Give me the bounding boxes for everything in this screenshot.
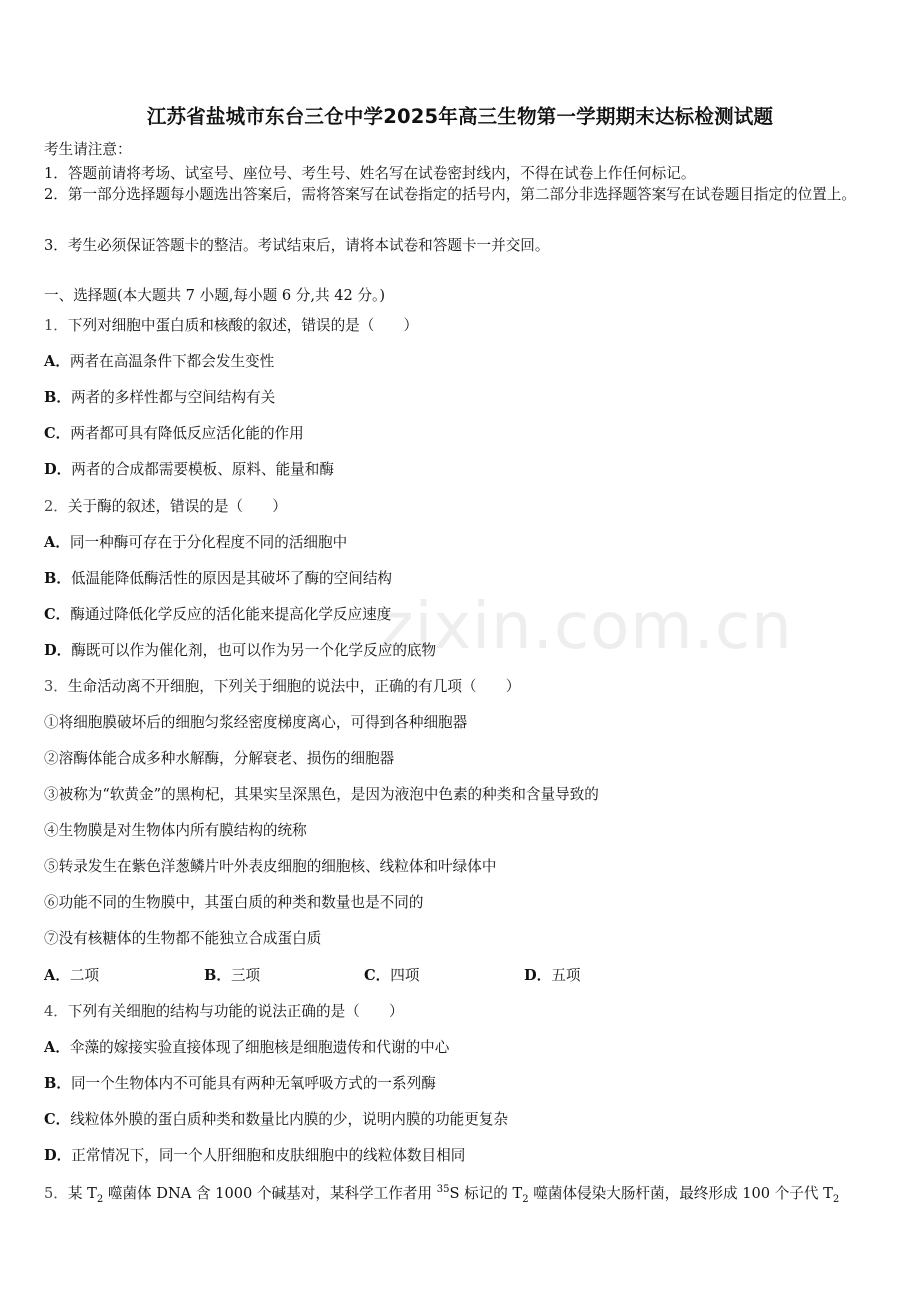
- option-text: 酶通过降低化学反应的活化能来提高化学反应速度: [70, 606, 392, 623]
- q3-option-b: [204, 964, 364, 985]
- option-text: 同一种酶可存在于分化程度不同的活细胞中: [69, 534, 348, 551]
- option-label: D．: [524, 967, 552, 984]
- option-label: B．: [204, 967, 231, 984]
- option-label: B．: [44, 1075, 71, 1092]
- question-3-stem: [44, 675, 520, 696]
- q3-statement-6: ⑥功能不同的生物膜中，其蛋白质的种类和数量也是不同的: [44, 894, 424, 911]
- option-text: 二项: [69, 967, 100, 984]
- option-label: C．: [44, 606, 71, 623]
- option-text: 三项: [230, 967, 261, 984]
- option-label: A．: [44, 1039, 70, 1056]
- q3-option-d: [524, 964, 580, 985]
- question-text: 噬菌体侵染大肠杆菌，最终形成 100 个子代 T: [528, 1185, 833, 1202]
- option-label: A．: [44, 967, 70, 984]
- q3-statement-2: ②溶酶体能合成多种水解酶，分解衰老、损伤的细胞器: [44, 750, 395, 767]
- option-text: 同一个生物体内不可能具有两种无氧呼吸方式的一系列酶: [70, 1075, 436, 1092]
- option-label: C．: [44, 1111, 71, 1128]
- option-label: C．: [364, 967, 391, 984]
- question-text: 生命活动离不开细胞，下列关于细胞的说法中，正确的有几项（ ）: [67, 678, 521, 695]
- option-label: B．: [44, 389, 71, 406]
- section-heading: 一、选择题(本大题共 7 小题,每小题 6 分,共 42 分。): [44, 287, 386, 304]
- watermark: zixin.com.cn: [380, 590, 793, 664]
- question-2-stem: [44, 495, 287, 516]
- q2-option-b: [44, 567, 392, 588]
- option-text: 两者在高温条件下都会发生变性: [69, 353, 275, 370]
- q3-statement-7: ⑦没有核糖体的生物都不能独立合成蛋白质: [44, 930, 322, 947]
- subscript: 2: [832, 1193, 840, 1205]
- option-label: A．: [44, 534, 70, 551]
- option-label: A．: [44, 353, 70, 370]
- option-text: 五项: [551, 967, 581, 984]
- notice-heading: 考生请注意：: [44, 141, 132, 158]
- q2-option-d: [44, 639, 436, 660]
- q1-option-a: [44, 350, 274, 371]
- q3-options-row: [44, 964, 580, 985]
- option-text: 正常情况下，同一个人肝细胞和皮肤细胞中的线粒体数目相同: [71, 1147, 466, 1164]
- q1-option-c: [44, 422, 304, 443]
- question-number: 1．: [44, 317, 68, 334]
- option-text: 两者都可具有降低反应活化能的作用: [70, 425, 304, 442]
- q2-option-c: [44, 603, 391, 624]
- question-text: 下列对细胞中蛋白质和核酸的叙述，错误的是（ ）: [67, 317, 419, 334]
- question-text: 噬菌体 DNA 含 1000 个碱基对，某科学工作者用: [103, 1185, 437, 1202]
- option-text: 伞藻的嫁接实验直接体现了细胞核是细胞遗传和代谢的中心: [69, 1039, 450, 1056]
- option-label: D．: [44, 642, 72, 659]
- q3-option-c: [364, 964, 524, 985]
- notice-item-3: 3．考生必须保证答题卡的整洁。考试结束后，请将本试卷和答题卡一并交回。: [44, 237, 550, 254]
- q3-statement-3: ③被称为“软黄金”的黑枸杞，其果实呈深黑色，是因为液泡中色素的种类和含量导致的: [44, 786, 599, 803]
- notice-item-1: 1．答题前请将考场、试室号、座位号、考生号、姓名写在试卷密封线内，不得在试卷上作任何标记。: [44, 165, 696, 182]
- question-number: 2．: [44, 498, 68, 515]
- question-text: 关于酶的叙述，错误的是（ ）: [67, 498, 287, 515]
- option-text: 酶既可以作为催化剂，也可以作为另一个化学反应的底物: [71, 642, 437, 659]
- option-label: C．: [44, 425, 71, 442]
- question-number: 4．: [44, 1003, 68, 1020]
- q1-option-b: [44, 386, 275, 407]
- option-label: D．: [44, 1147, 72, 1164]
- option-label: B．: [44, 570, 71, 587]
- option-text: 两者的多样性都与空间结构有关: [70, 389, 276, 406]
- q4-option-a: [44, 1036, 449, 1057]
- question-1-stem: [44, 314, 418, 335]
- question-number: 3．: [44, 678, 68, 695]
- q4-option-c: [44, 1108, 508, 1129]
- exam-title: 江苏省盐城市东台三仓中学2025年高三生物第一学期期末达标检测试题: [146, 105, 774, 128]
- subscript: 2: [522, 1193, 529, 1205]
- q3-statement-1: ①将细胞膜破坏后的细胞匀浆经密度梯度离心，可得到各种细胞器: [44, 714, 468, 731]
- q4-option-d: [44, 1144, 465, 1165]
- option-text: 两者的合成都需要模板、原料、能量和酶: [71, 461, 334, 478]
- q1-option-d: [44, 458, 334, 479]
- question-number: 5．: [44, 1185, 68, 1202]
- question-text: 某 T: [67, 1185, 97, 1202]
- question-text: S 标记的 T: [449, 1185, 523, 1202]
- question-text: 下列有关细胞的结构与功能的说法正确的是（ ）: [67, 1003, 404, 1020]
- q4-option-b: [44, 1072, 436, 1093]
- q3-statement-4: ④生物膜是对生物体内所有膜结构的统称: [44, 822, 307, 839]
- q3-option-a: [44, 964, 204, 985]
- option-text: 线粒体外膜的蛋白质种类和数量比内膜的少，说明内膜的功能更复杂: [70, 1111, 509, 1128]
- option-text: 四项: [390, 967, 420, 984]
- superscript: 35: [436, 1184, 450, 1196]
- question-4-stem: [44, 1000, 404, 1021]
- option-text: 低温能降低酶活性的原因是其破坏了酶的空间结构: [70, 570, 393, 587]
- option-label: D．: [44, 461, 72, 478]
- question-5-stem: [44, 1182, 839, 1205]
- subscript: 2: [96, 1193, 104, 1205]
- q2-option-a: [44, 531, 347, 552]
- notice-item-2: 2．第一部分选择题每小题选出答案后，需将答案写在试卷指定的括号内，第二部分非选择题答案写在试卷题目指定的位置上。: [44, 186, 856, 203]
- q3-statement-5: ⑤转录发生在紫色洋葱鳞片叶外表皮细胞的细胞核、线粒体和叶绿体中: [44, 858, 497, 875]
